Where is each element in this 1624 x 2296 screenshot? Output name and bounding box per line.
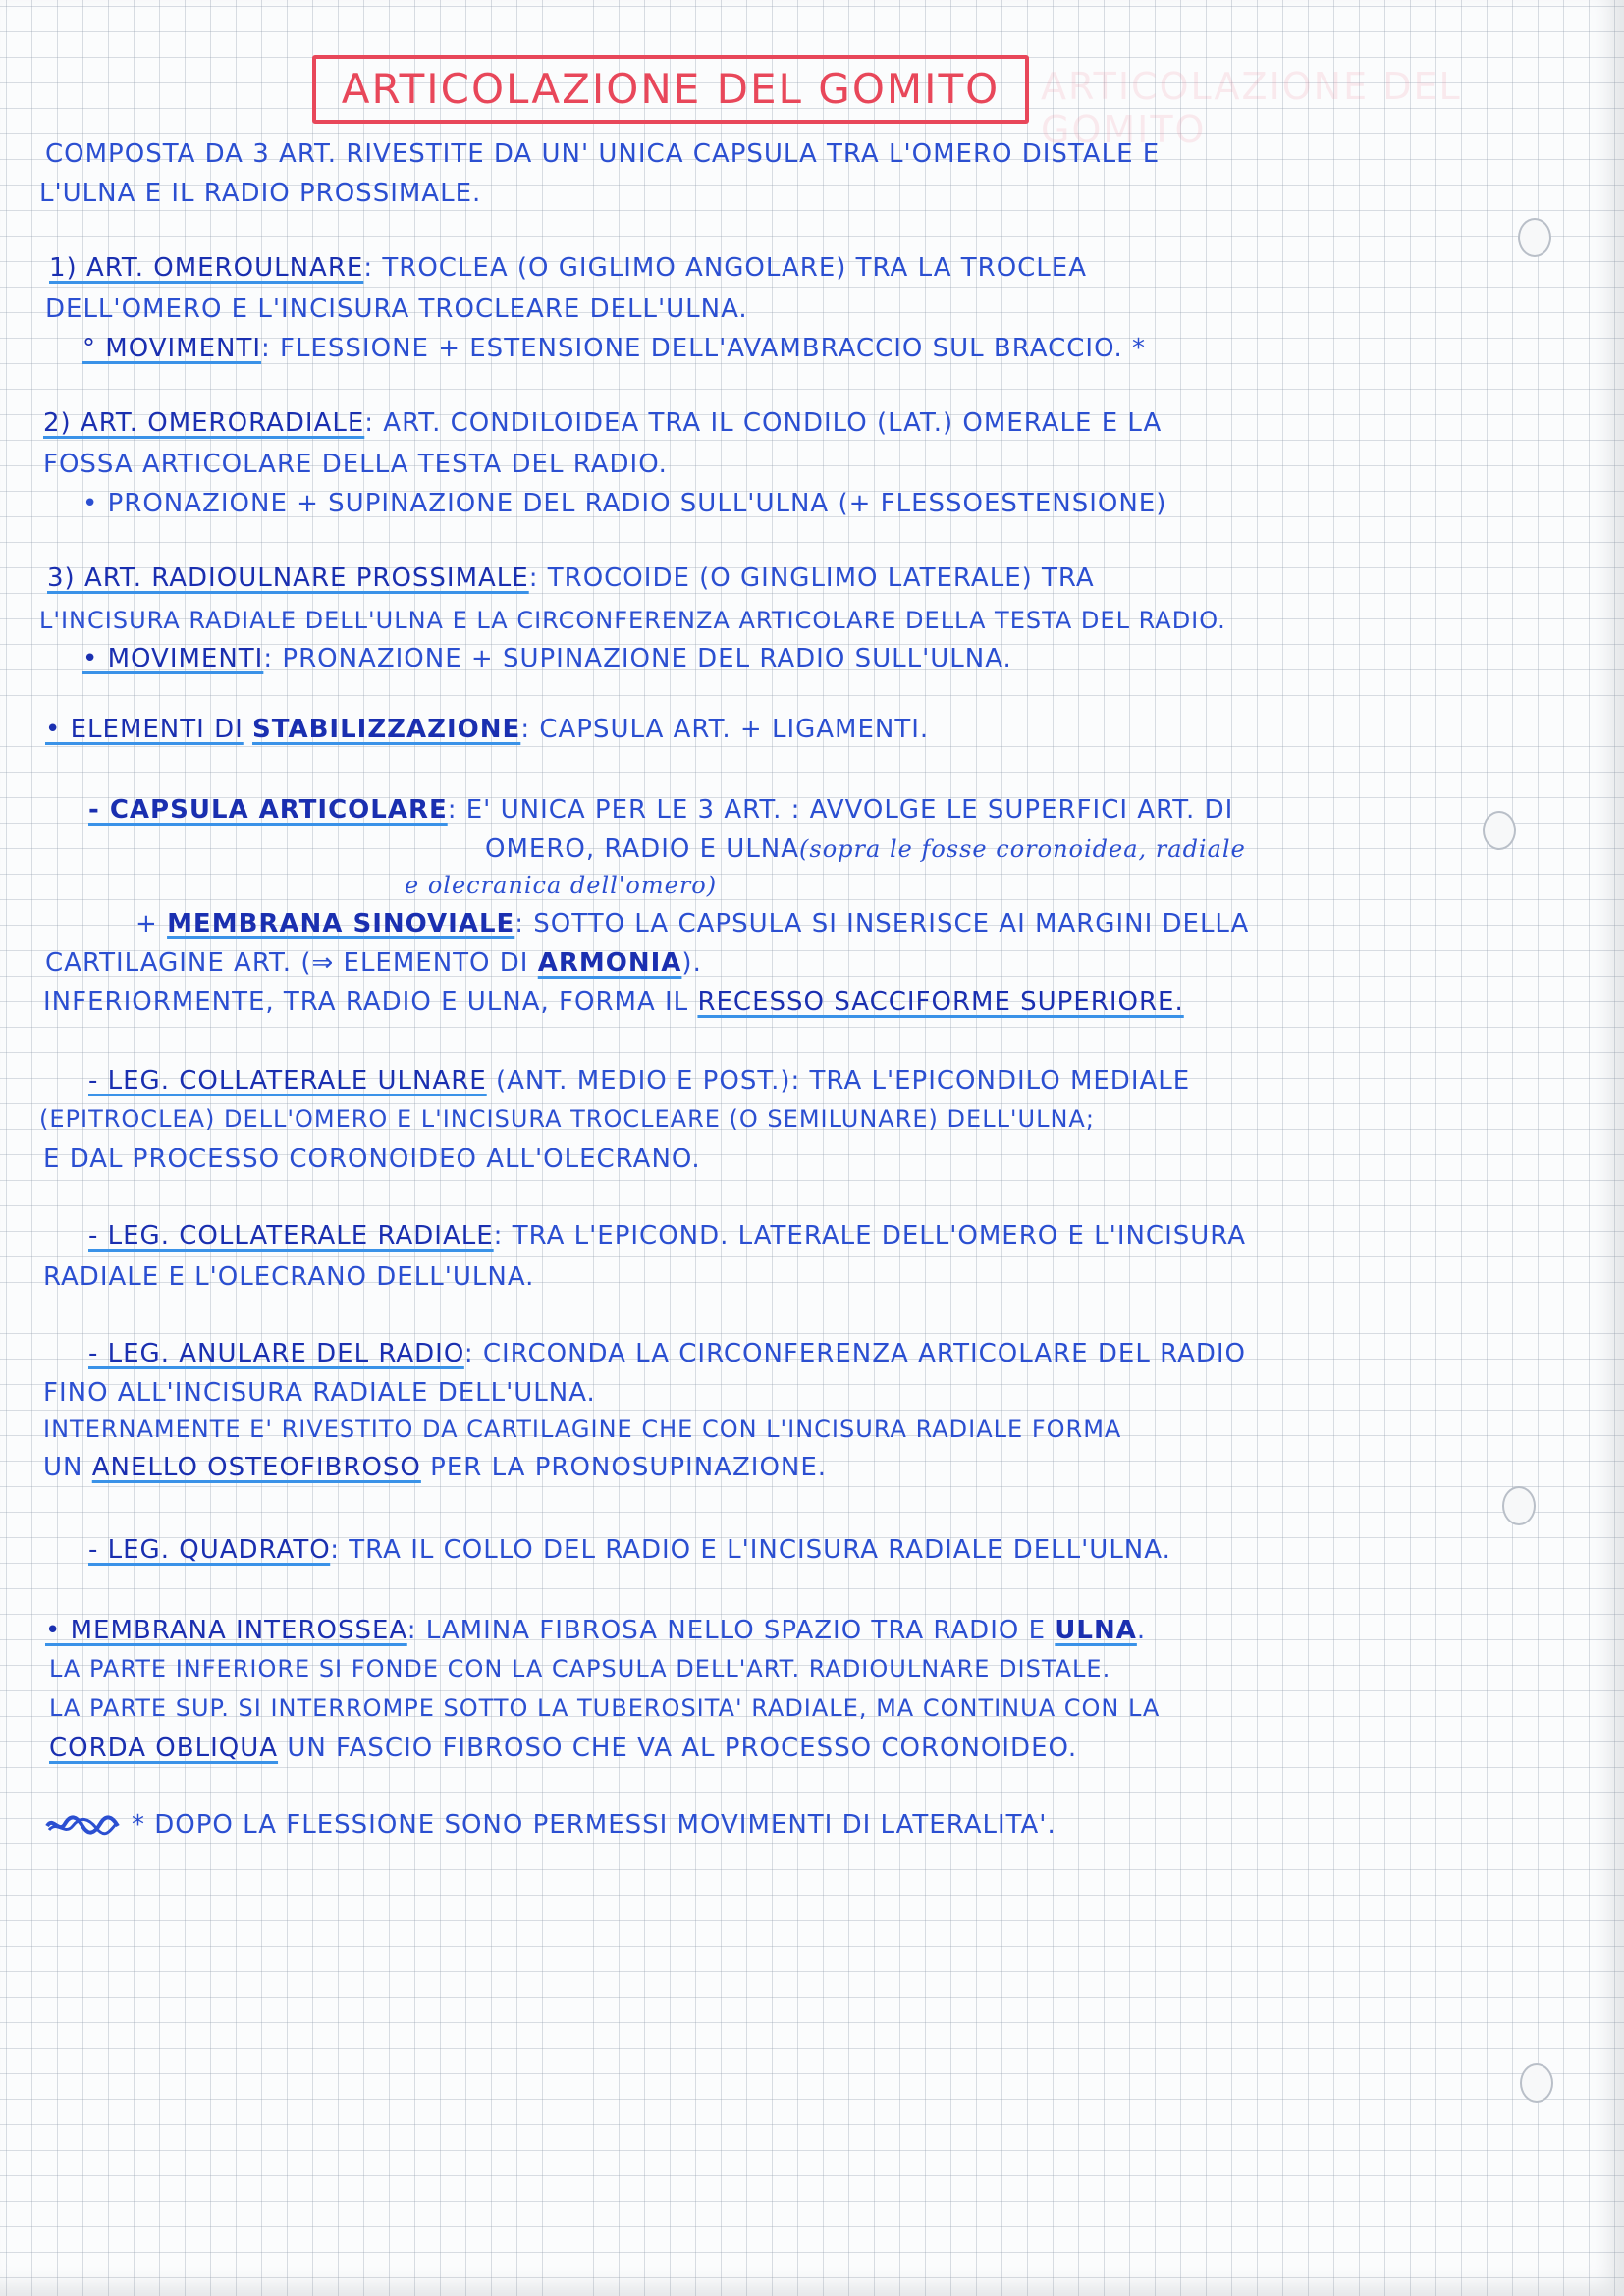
annular-ligament-line (43, 1453, 827, 1482)
capsule-heading: - CAPSULA ARTICOLARE (88, 795, 448, 825)
page-title: ARTICOLAZIONE DEL GOMITO (341, 65, 1001, 113)
intro-line: COMPOSTA DA 3 ART. RIVESTITE DA UN' UNICA CAPSULA TRA L'OMERO DISTALE E (45, 139, 1161, 169)
capsule-text: OMERO, RADIO E ULNA (485, 834, 800, 864)
intro-line: L'ULNA E IL RADIO PROSSIMALE. (39, 179, 482, 208)
radial-ligament-line (88, 1221, 1246, 1251)
annular-ligament-line: FINO ALL'INCISURA RADIALE DELL'ULNA. (43, 1378, 596, 1408)
annular-ligament-line (88, 1339, 1246, 1368)
scribble-mark (43, 1812, 122, 1838)
art1-line: DELL'OMERO E L'INCISURA TROCLEARE DELL'ULNA. (45, 294, 748, 324)
art1-movements (82, 334, 1146, 363)
art3-line (47, 563, 1095, 593)
ulnar-ligament-line: E DAL PROCESSO CORONOIDEO ALL'OLECRANO. (43, 1145, 701, 1174)
binder-hole (1518, 218, 1551, 257)
binder-hole (1502, 1486, 1536, 1525)
art1-line (49, 253, 1087, 283)
quadrate-ligament-line (88, 1535, 1171, 1565)
capsule-text: : E' UNICA PER LE 3 ART. : AVVOLGE LE SUPERFICI ART. DI (447, 795, 1234, 825)
stabilization-text: : CAPSULA ART. + LIGAMENTI. (520, 715, 930, 744)
art2-heading: 2) ART. OMERORADIALE (43, 408, 365, 438)
membrane-text: : LAMINA FIBROSA NELLO SPAZIO TRA RADIO E (406, 1616, 1047, 1645)
bleed-through-text: ARTICOLAZIONE DEL GOMITO (1041, 65, 1462, 151)
annular-ligament-heading: - LEG. ANULARE DEL RADIO (88, 1339, 464, 1368)
quadrate-ligament-text: : TRA IL COLLO DEL RADIO E L'INCISURA RADIALE DELL'ULNA. (330, 1535, 1171, 1565)
capsule-line (43, 988, 1184, 1017)
art3-movements (82, 644, 1012, 673)
binder-hole (1520, 2063, 1553, 2103)
annular-ligament-text: : CIRCONDA LA CIRCONFERENZA ARTICOLARE DEL RADIO (463, 1339, 1247, 1368)
capsule-text: ). (681, 948, 702, 978)
art2-text: : ART. CONDILOIDEA TRA IL CONDILO (LAT.) OMERALE E LA (364, 408, 1163, 438)
stabilization-keyword: STABILIZZAZIONE (252, 715, 521, 744)
oblique-cord-keyword: CORDA OBLIQUA (49, 1734, 279, 1763)
art3-heading: 3) ART. RADIOULNARE PROSSIMALE (47, 563, 529, 593)
movements-text: : PRONAZIONE + SUPINAZIONE DEL RADIO SULL'ULNA. (263, 644, 1012, 673)
radial-ligament-text: : TRA L'EPICOND. LATERALE DELL'OMERO E L'INCISURA (493, 1221, 1247, 1251)
art2-line (43, 408, 1162, 438)
movements-label: • MOVIMENTI (82, 644, 264, 673)
art1-text: : TROCLEA (O GIGLIMO ANGOLARE) TRA LA TROCLEA (363, 253, 1088, 283)
art2-line: • PRONAZIONE + SUPINAZIONE DEL RADIO SULL'ULNA (+ FLESSOESTENSIONE) (82, 489, 1167, 518)
movements-text: : FLESSIONE + ESTENSIONE DELL'AVAMBRACCIO SUL BRACCIO. * (261, 334, 1147, 363)
capsule-line (88, 795, 1233, 825)
stabilization-prefix: • ELEMENTI DI (45, 715, 244, 744)
membrane-heading: • MEMBRANA INTEROSSEA (45, 1616, 407, 1645)
annular-ligament-text: UN (43, 1453, 83, 1482)
recess-keyword: RECESSO SACCIFORME SUPERIORE. (697, 988, 1184, 1017)
ulnar-ligament-line: (EPITROCLEA) DELL'OMERO E L'INCISURA TROCLEARE (O SEMILUNARE) DELL'ULNA; (39, 1105, 1095, 1133)
movements-label: ° MOVIMENTI (82, 334, 262, 363)
annular-ligament-line: INTERNAMENTE E' RIVESTITO DA CARTILAGINE CHE CON L'INCISURA RADIALE FORMA (43, 1415, 1122, 1443)
synovial-text: : SOTTO LA CAPSULA SI INSERISCE AI MARGINI DELLA (514, 909, 1250, 938)
membrane-text: UN FASCIO FIBROSO CHE VA AL PROCESSO CORONOIDEO. (287, 1734, 1078, 1763)
art2-line: FOSSA ARTICOLARE DELLA TESTA DEL RADIO. (43, 450, 668, 479)
membrane-line: LA PARTE INFERIORE SI FONDE CON LA CAPSULA DELL'ART. RADIOULNARE DISTALE. (49, 1655, 1111, 1682)
membrane-line (49, 1734, 1077, 1763)
footnote: * DOPO LA FLESSIONE SONO PERMESSI MOVIMENTI DI LATERALITA'. (132, 1810, 1056, 1840)
osteofibrous-ring-keyword: ANELLO OSTEOFIBROSO (91, 1453, 421, 1482)
binder-hole (1483, 811, 1516, 850)
capsule-text: INFERIORMENTE, TRA RADIO E ULNA, FORMA IL (43, 988, 689, 1017)
synovial-heading: MEMBRANA SINOVIALE (167, 909, 515, 938)
art1-heading: 1) ART. OMEROULNARE (49, 253, 364, 283)
membrane-line (45, 1616, 1146, 1645)
radial-ligament-heading: - LEG. COLLATERALE RADIALE (88, 1221, 494, 1251)
annular-ligament-text: PER LA PRONOSUPINAZIONE. (430, 1453, 828, 1482)
ulnar-ligament-line (88, 1066, 1190, 1095)
armonia-keyword: ARMONIA (537, 948, 682, 978)
ulna-keyword: ULNA (1055, 1616, 1137, 1645)
membrane-line: LA PARTE SUP. SI INTERROMPE SOTTO LA TUBEROSITA' RADIALE, MA CONTINUA CON LA (49, 1694, 1161, 1722)
synovial-line (135, 909, 1249, 938)
title-box (312, 55, 1029, 124)
stabilization-line (45, 715, 929, 744)
radial-ligament-line: RADIALE E L'OLECRANO DELL'ULNA. (43, 1262, 535, 1292)
capsule-note: e olecranica dell'omero) (405, 872, 718, 899)
capsule-line (45, 948, 702, 978)
ulnar-ligament-heading: - LEG. COLLATERALE ULNARE (88, 1066, 487, 1095)
capsule-text: CARTILAGINE ART. (⇒ ELEMENTO DI (45, 948, 529, 978)
capsule-line (485, 834, 1246, 864)
art3-line: L'INCISURA RADIALE DELL'ULNA E LA CIRCONFERENZA ARTICOLARE DELLA TESTA DEL RADIO. (39, 607, 1226, 634)
ulnar-ligament-text: (ANT. MEDIO E POST.): TRA L'EPICONDILO MEDIALE (496, 1066, 1191, 1095)
capsule-note: (sopra le fosse coronoidea, radiale (799, 835, 1246, 863)
quadrate-ligament-heading: - LEG. QUADRATO (88, 1535, 331, 1565)
membrane-text: . (1136, 1616, 1147, 1645)
art3-text: : TROCOIDE (O GINGLIMO LATERALE) TRA (528, 563, 1095, 593)
plus-sign: + (135, 909, 158, 938)
